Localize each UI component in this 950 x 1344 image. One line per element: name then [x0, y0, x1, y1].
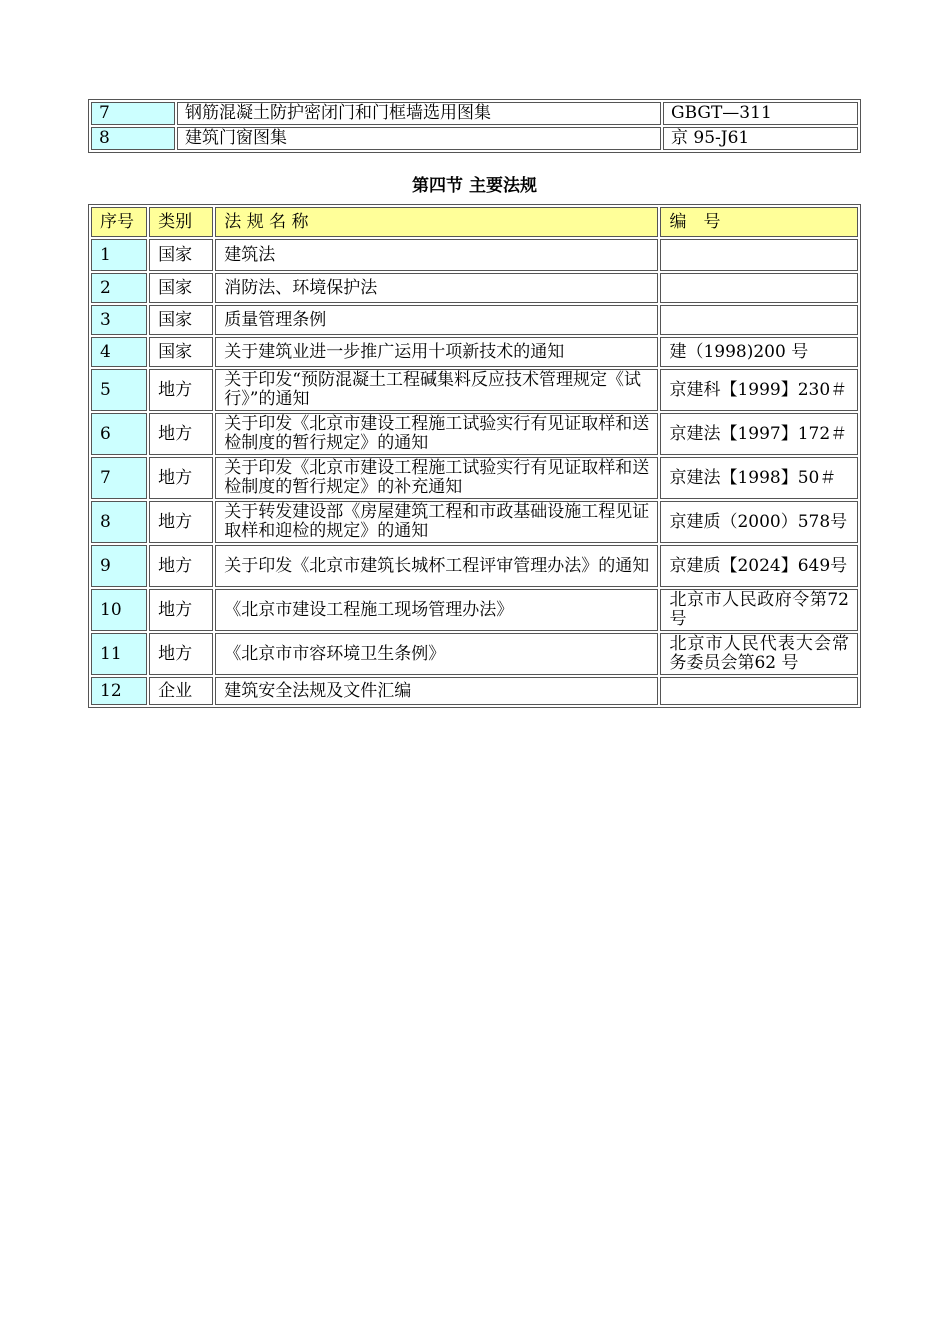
row-number: 11 — [91, 633, 147, 675]
row-number: 4 — [91, 337, 147, 367]
table-row — [91, 457, 858, 499]
row-code: 北京市人民代表大会常务委员会第62 号 — [660, 633, 858, 675]
row-name: 《北京市市容环境卫生条例》 — [215, 633, 658, 675]
main-regulations-table — [88, 204, 861, 708]
row-category: 国家 — [149, 273, 213, 303]
row-number: 8 — [91, 501, 147, 543]
row-code: 京建法【1997】172＃ — [660, 413, 858, 455]
table-row — [91, 239, 858, 271]
row-category: 地方 — [149, 413, 213, 455]
row-code — [660, 305, 858, 335]
row-number: 6 — [91, 413, 147, 455]
header-name: 法 规 名 称 — [215, 207, 658, 237]
header-code: 编 号 — [660, 207, 858, 237]
atlas-code: 京 95-J61 — [663, 127, 858, 150]
row-number: 2 — [91, 273, 147, 303]
row-name: 关于建筑业进一步推广运用十项新技术的通知 — [215, 337, 658, 367]
atlas-code: GBGT—311 — [663, 102, 858, 125]
row-category: 地方 — [149, 501, 213, 543]
row-name: 关于印发“预防混凝土工程碱集料反应技术管理规定《试行》”的通知 — [215, 369, 658, 411]
table-row — [91, 337, 858, 367]
row-name: 关于印发《北京市建筑长城杯工程评审管理办法》的通知 — [215, 545, 658, 587]
reference-atlas-table — [88, 99, 861, 153]
row-code: 京建质【2024】649号 — [660, 545, 858, 587]
row-code: 北京市人民政府令第72 号 — [660, 589, 858, 631]
table-row — [91, 545, 858, 587]
row-category: 国家 — [149, 239, 213, 271]
row-code — [660, 239, 858, 271]
row-code: 建（1998)200 号 — [660, 337, 858, 367]
table-row — [91, 633, 858, 675]
atlas-name: 建筑门窗图集 — [177, 127, 661, 150]
row-name: 建筑安全法规及文件汇编 — [215, 677, 658, 705]
row-code: 京建法【1998】50＃ — [660, 457, 858, 499]
row-category: 地方 — [149, 589, 213, 631]
table-row — [91, 305, 858, 335]
table-row — [91, 127, 858, 150]
row-name: 关于转发建设部《房屋建筑工程和市政基础设施工程见证取样和迎检的规定》的通知 — [215, 501, 658, 543]
row-code — [660, 273, 858, 303]
table-row — [91, 501, 858, 543]
table-header-row — [91, 207, 858, 237]
row-number: 3 — [91, 305, 147, 335]
header-category: 类别 — [149, 207, 213, 237]
row-name: 关于印发《北京市建设工程施工试验实行有见证取样和送检制度的暂行规定》的通知 — [215, 413, 658, 455]
row-category: 地方 — [149, 545, 213, 587]
row-number: 7 — [91, 457, 147, 499]
row-name: 质量管理条例 — [215, 305, 658, 335]
table-row — [91, 589, 858, 631]
row-number: 12 — [91, 677, 147, 705]
row-category: 地方 — [149, 457, 213, 499]
table-row — [91, 413, 858, 455]
row-number: 5 — [91, 369, 147, 411]
row-code: 京建科【1999】230＃ — [660, 369, 858, 411]
row-name: 《北京市建设工程施工现场管理办法》 — [215, 589, 658, 631]
row-code: 京建质（2000）578号 — [660, 501, 858, 543]
row-name: 消防法、环境保护法 — [215, 273, 658, 303]
row-name: 关于印发《北京市建设工程施工试验实行有见证取样和送检制度的暂行规定》的补充通知 — [215, 457, 658, 499]
row-category: 地方 — [149, 633, 213, 675]
row-code — [660, 677, 858, 705]
row-category: 国家 — [149, 337, 213, 367]
section-title: 第四节 主要法规 — [412, 176, 537, 196]
table-row — [91, 677, 858, 705]
row-category: 国家 — [149, 305, 213, 335]
row-number: 9 — [91, 545, 147, 587]
row-number: 8 — [91, 127, 175, 150]
table-row — [91, 102, 858, 125]
row-name: 建筑法 — [215, 239, 658, 271]
row-category: 地方 — [149, 369, 213, 411]
table-row — [91, 273, 858, 303]
row-number: 7 — [91, 102, 175, 125]
row-number: 1 — [91, 239, 147, 271]
row-category: 企业 — [149, 677, 213, 705]
atlas-name: 钢筋混凝土防护密闭门和门框墙选用图集 — [177, 102, 661, 125]
table-row — [91, 369, 858, 411]
header-number: 序号 — [91, 207, 147, 237]
row-number: 10 — [91, 589, 147, 631]
